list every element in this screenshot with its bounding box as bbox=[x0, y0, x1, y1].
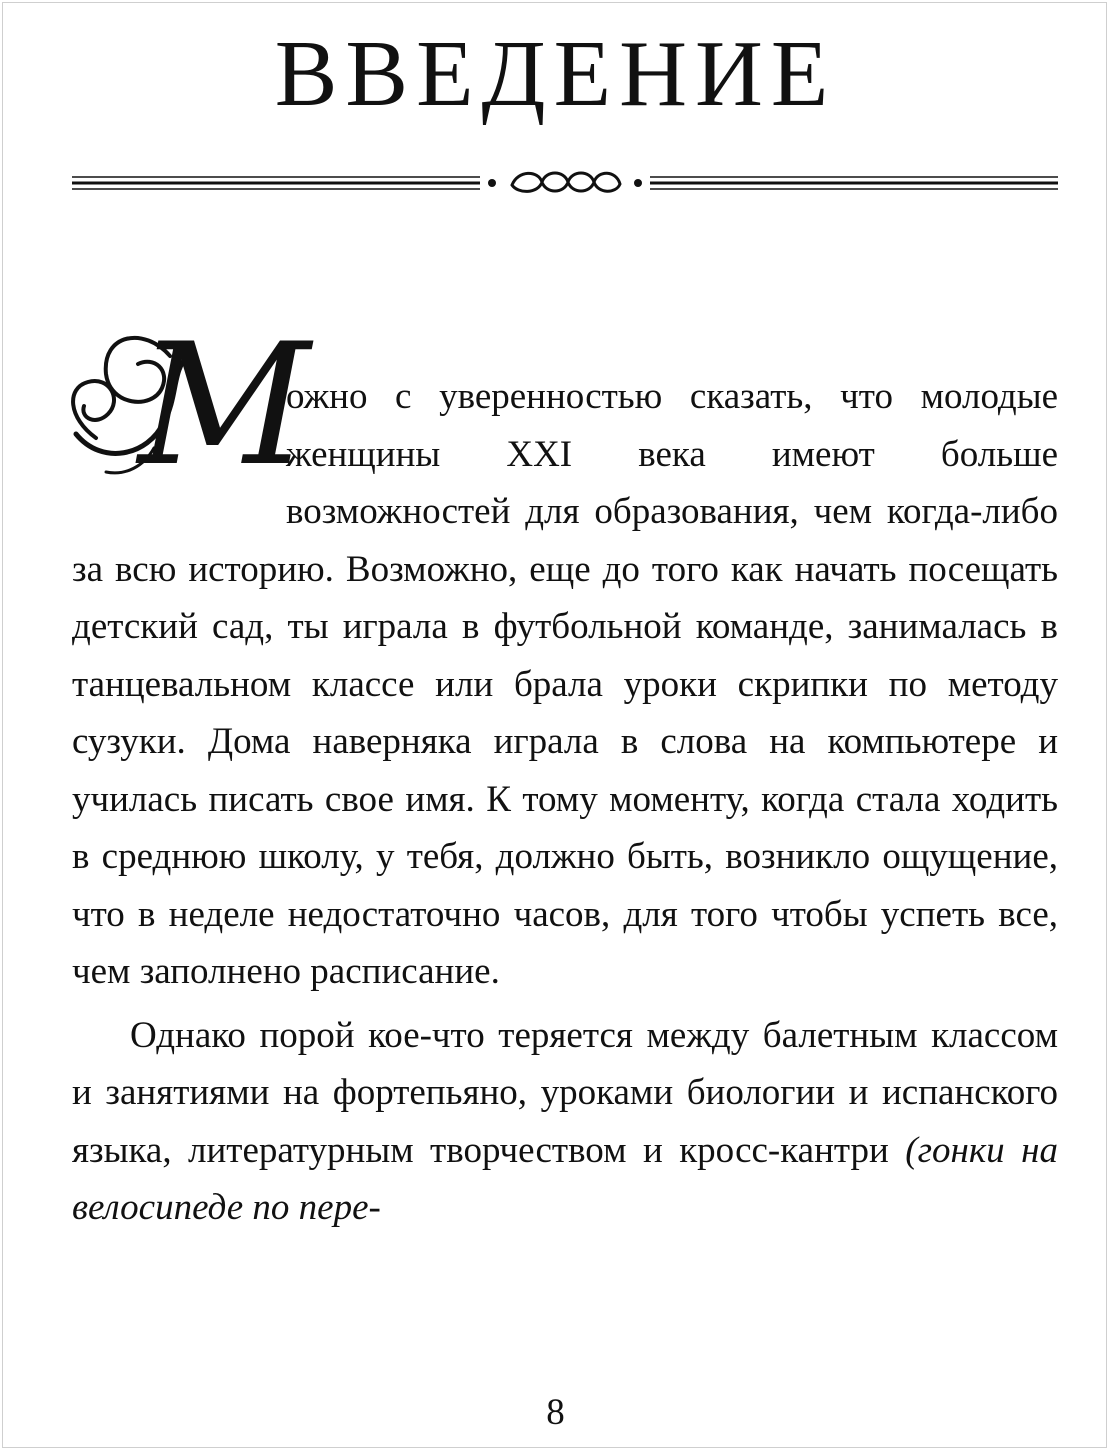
paragraph-1-text: ожно с уверенностью сказать, что молодые женщины XXI века имеют больше возможностей для образования, чем когда-либо за всю историю. Возможно, еще до того как начать посещать детский сад, ты играла в футбольной команде, занималась в танцевальном классе или брала уроки скрипки по методу сузуки. Дома наверняка играла в слова на компьютере и училась писать свое имя. К тому моменту, когда стала ходить в среднюю школу, у тебя, должно быть, возникло ощущение, что в неделе недостаточно часов, для того чтобы успеть все, чем заполнено расписание. bbox=[72, 376, 1058, 992]
paragraph-2-text: Однако порой кое-что теряется между балетным классом и занятиями на фортепьяно, уроками биологии и испанского языка, литературным творчеством и кросс-кантри bbox=[72, 1014, 1058, 1171]
paragraph-2 bbox=[72, 1007, 1058, 1237]
paragraph-2-italic: (гонки на велосипеде по пере- bbox=[72, 1129, 1058, 1228]
paragraph-1 bbox=[72, 307, 1058, 1001]
chapter-title: ВВЕДЕНИЕ bbox=[274, 22, 837, 126]
drop-cap bbox=[66, 307, 311, 503]
body-text bbox=[72, 307, 1058, 1237]
page-number: 8 bbox=[546, 1392, 565, 1433]
flourish-divider-icon bbox=[72, 160, 1058, 204]
drop-cap-letter: М bbox=[138, 307, 311, 503]
